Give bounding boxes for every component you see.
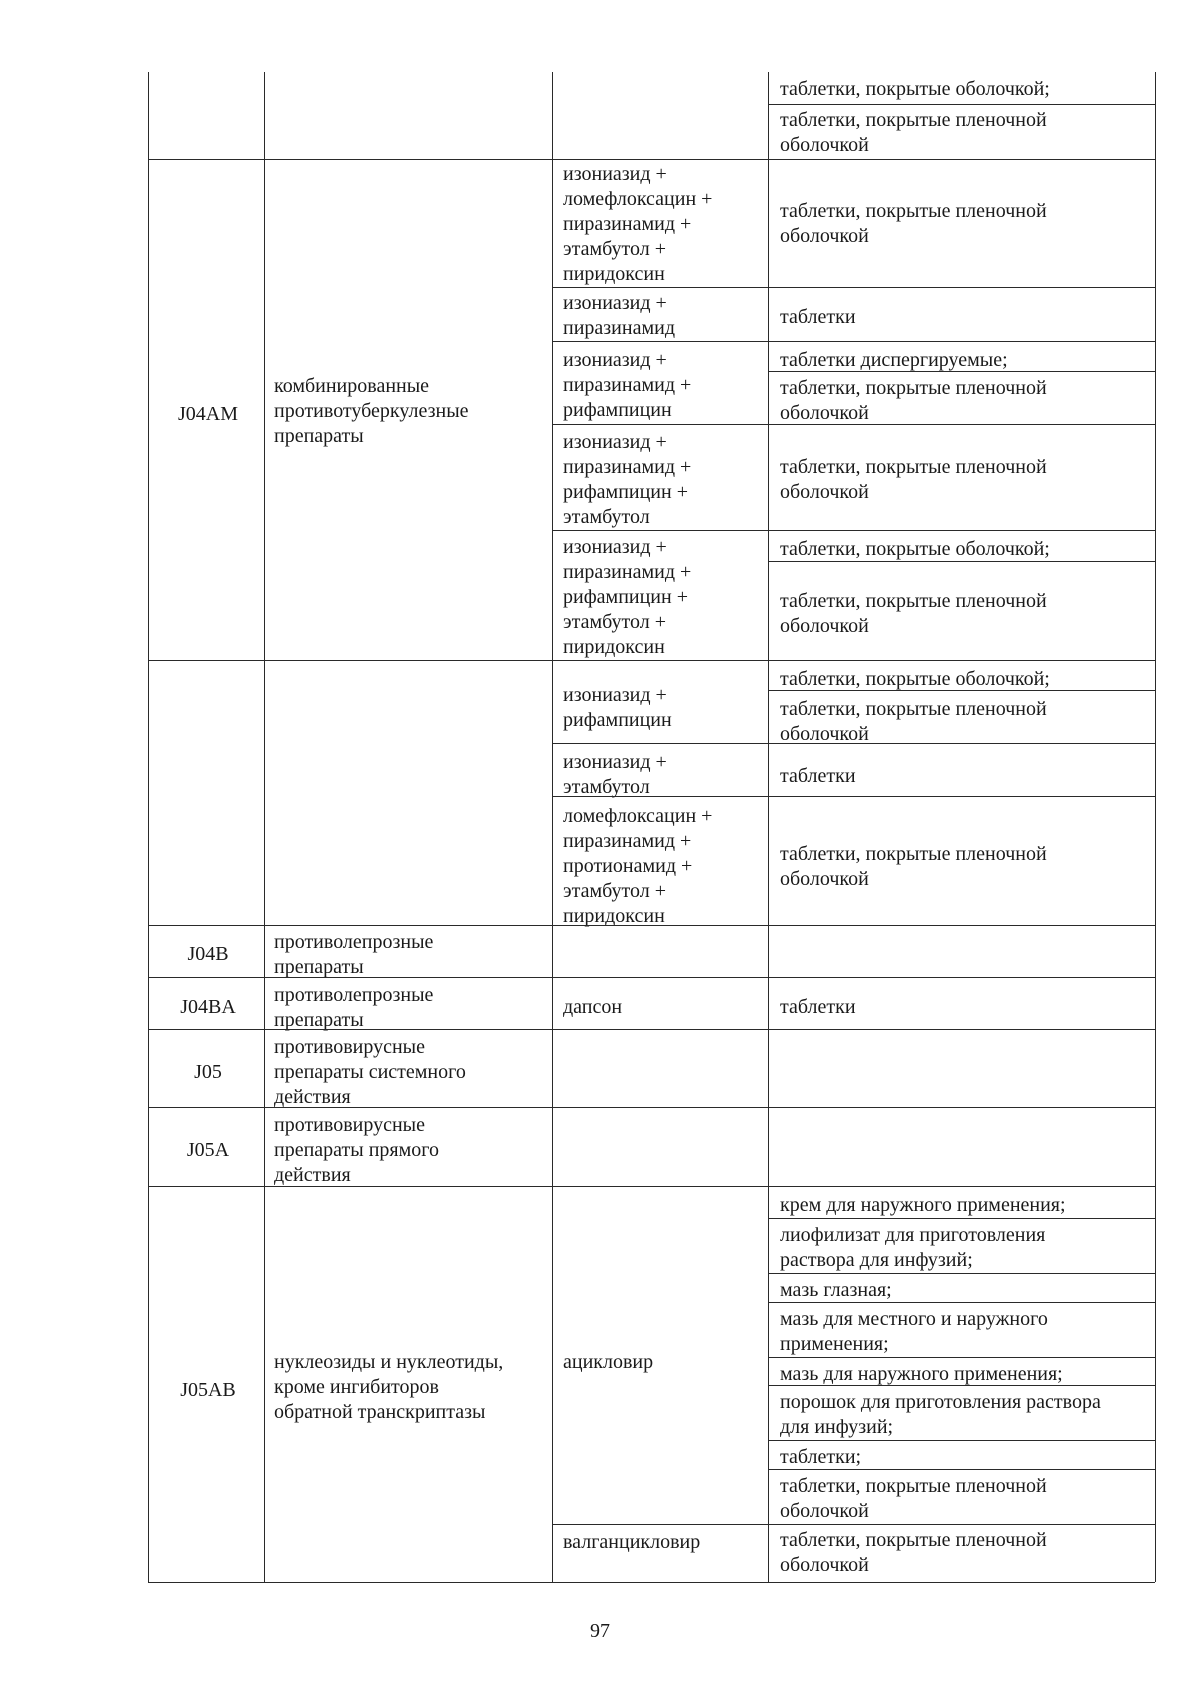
drug-name: изониазид + пиразинамид + рифампицин + этамбутол [563, 431, 692, 528]
form-divider [768, 1218, 1155, 1219]
table-rule [264, 72, 265, 1582]
form-cell: таблетки, покрытые пленочной оболочкой [780, 698, 1047, 745]
form-cell: лиофилизат для приготовления раствора для инфузий; [780, 1224, 1046, 1271]
atc-code: J05 [194, 1061, 222, 1083]
form-cell: таблетки; [780, 1446, 862, 1468]
form-cell: крем для наружного применения; [780, 1194, 1066, 1216]
drug-name: ломефлоксацин + пиразинамид + протионамид + этамбутол + пиридоксин [563, 805, 713, 927]
page-number: 97 [590, 1620, 610, 1642]
form-cell: таблетки [780, 765, 856, 787]
form-divider [768, 1385, 1155, 1386]
cell-divider [552, 287, 1155, 288]
form-cell: порошок для приготовления раствора для инфузий; [780, 1391, 1101, 1438]
drug-name: изониазид + пиразинамид + рифампицин [563, 349, 692, 421]
form-divider [768, 371, 1155, 372]
form-cell: таблетки, покрытые пленочной оболочкой [780, 456, 1047, 503]
form-cell: мазь для местного и наружного применения; [780, 1308, 1048, 1355]
form-divider [768, 104, 1155, 105]
table-border-left [148, 72, 149, 1582]
drug-name: ацикловир [563, 1351, 654, 1373]
group-name: комбинированные противотуберкулезные препараты [274, 375, 469, 447]
cell-divider [552, 796, 1155, 797]
atc-code: J04AM [177, 403, 238, 425]
drug-name: изониазид + пиразинамид + рифампицин + этамбутол + пиридоксин [563, 536, 692, 658]
atc-code: J05AB [180, 1379, 236, 1401]
group-name: противовирусные препараты прямого действия [274, 1114, 439, 1186]
row-divider [148, 660, 1155, 661]
form-cell: таблетки, покрытые оболочкой; [780, 538, 1050, 560]
table-rule [552, 72, 553, 1582]
form-cell: мазь глазная; [780, 1279, 892, 1301]
drug-name: изониазид + пиразинамид [563, 292, 676, 339]
group-name: противолепрозные препараты [274, 984, 434, 1031]
form-divider [768, 561, 1155, 562]
form-divider [768, 1440, 1155, 1441]
row-divider [148, 925, 1155, 926]
form-divider [768, 690, 1155, 691]
form-cell: таблетки, покрытые оболочкой; [780, 78, 1050, 100]
form-divider [768, 1273, 1155, 1274]
form-cell: таблетки [780, 306, 856, 328]
cell-divider [552, 743, 1155, 744]
form-cell: таблетки, покрытые пленочной оболочкой [780, 843, 1047, 890]
form-cell: таблетки, покрытые пленочной оболочкой [780, 590, 1047, 637]
drug-name: валганцикловир [563, 1531, 701, 1553]
cell-divider [552, 1524, 1155, 1525]
form-divider [768, 1357, 1155, 1358]
atc-code: J05A [186, 1139, 230, 1161]
row-divider [148, 1186, 1155, 1187]
form-cell: таблетки, покрытые пленочной оболочкой [780, 200, 1047, 247]
drug-name: дапсон [563, 996, 623, 1018]
row-divider [148, 1029, 1155, 1030]
table-border-right [1155, 72, 1156, 1582]
table-border-bottom [148, 1582, 1155, 1583]
form-cell: таблетки, покрытые оболочкой; [780, 668, 1050, 690]
row-divider [148, 1107, 1155, 1108]
cell-divider [552, 341, 1155, 342]
form-cell: мазь для наружного применения; [780, 1363, 1063, 1385]
cell-divider [552, 530, 1155, 531]
drug-name: изониазид + ломефлоксацин + пиразинамид + этамбутол + пиридоксин [563, 163, 713, 285]
table-rule [768, 72, 769, 1582]
form-cell: таблетки, покрытые пленочной оболочкой [780, 1529, 1047, 1576]
row-divider [148, 159, 1155, 160]
group-name: нуклеозиды и нуклеотиды, кроме ингибиторов обратной транскриптазы [274, 1351, 504, 1423]
group-name: противовирусные препараты системного действия [274, 1036, 466, 1108]
row-divider [148, 977, 1155, 978]
cell-divider [552, 424, 1155, 425]
drug-name: изониазид + этамбутол [563, 751, 667, 798]
drug-name: изониазид + рифампицин [563, 684, 672, 731]
atc-code: J04B [187, 943, 229, 965]
form-divider [768, 1302, 1155, 1303]
form-cell: таблетки диспергируемые; [780, 349, 1008, 371]
atc-code: J04BA [180, 996, 236, 1018]
form-divider [768, 1469, 1155, 1470]
form-cell: таблетки, покрытые пленочной оболочкой [780, 109, 1047, 156]
group-name: противолепрозные препараты [274, 931, 434, 978]
form-cell: таблетки [780, 996, 856, 1018]
form-cell: таблетки, покрытые пленочной оболочкой [780, 377, 1047, 424]
form-cell: таблетки, покрытые пленочной оболочкой [780, 1475, 1047, 1522]
